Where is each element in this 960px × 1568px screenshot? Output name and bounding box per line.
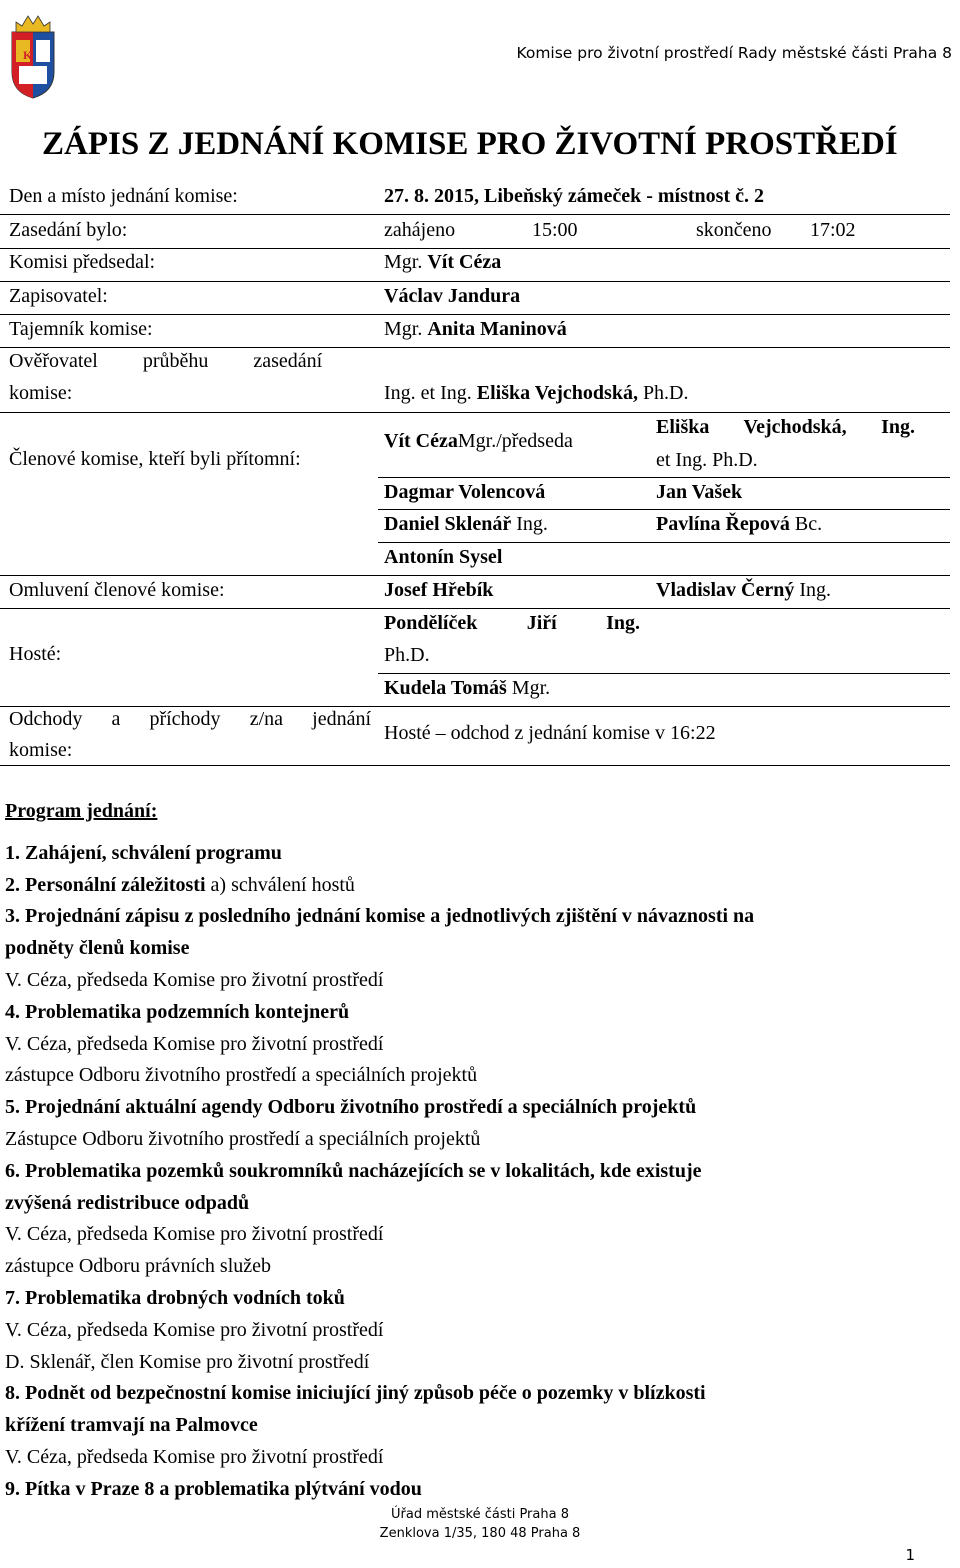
member-6-name: Pavlína Řepová [656, 513, 790, 535]
verifier-name: Eliška Vejchodská, [476, 382, 638, 404]
member-1-left [384, 430, 573, 453]
program-line-bold: 6. Problematika pozemků soukromníků nacházejících se v lokalitách, kde existuje [5, 1159, 702, 1182]
session-ended-time: 17:02 [810, 219, 856, 241]
program-line-text: V. Céza, předseda Komise pro životní prostředí [5, 1318, 384, 1341]
program-line-text: V. Céza, předseda Komise pro životní prostředí [5, 1032, 384, 1055]
secretary-title: Mgr. [384, 318, 423, 340]
departures-label-line2: komise: [9, 739, 73, 761]
program-line-bold: 3. Projednání zápisu z posledního jednání komise a jednotlivých zjištění v návaznosti na [5, 905, 755, 928]
member-4: Jan Vašek [656, 481, 743, 503]
program-line-bold: křížení tramvají na Palmovce [5, 1414, 258, 1437]
chair-title: Mgr. [384, 251, 423, 273]
excused-member-1: Josef Hřebík [384, 579, 494, 601]
program-line-text: V. Céza, předseda Komise pro životní prostředí [5, 968, 384, 991]
program-line [5, 1474, 945, 1506]
program-line [5, 933, 945, 965]
program-line [5, 870, 945, 902]
chair-name: Vít Céza [427, 251, 502, 273]
excused-label: Omluvení členové komise: [9, 579, 225, 601]
member-5-name: Daniel Sklenář [384, 513, 512, 535]
recorder-name: Václav Jandura [384, 285, 521, 307]
verifier-label-text: Ověřovatel průběhu zasedání [9, 350, 323, 372]
secretary-value [384, 318, 567, 341]
row-divider [0, 248, 950, 249]
program-line [5, 838, 945, 870]
guest-2-title: Mgr. [511, 677, 551, 699]
program-line [5, 1410, 945, 1442]
program-section [5, 796, 945, 1506]
row-divider [0, 347, 950, 348]
member-7: Antonín Sysel [384, 546, 503, 568]
program-line [5, 1283, 945, 1315]
program-line [5, 1219, 945, 1251]
program-line-text: a) schválení hostů [205, 873, 355, 896]
row-divider [0, 214, 950, 215]
excused-member-2-name: Vladislav Černý [656, 579, 795, 601]
chair-value [384, 251, 501, 274]
verifier-label-line1 [9, 350, 369, 373]
recorder-label: Zapisovatel: [9, 285, 108, 307]
program-line-bold: 1. Zahájení, schválení programu [5, 841, 282, 864]
excused-member-2 [656, 579, 831, 602]
program-line-text: V. Céza, předseda Komise pro životní prostředí [5, 1223, 384, 1246]
program-line-bold: 8. Podnět od bezpečnostní komise iniciující jiný způsob péče o pozemky v blízkosti [5, 1382, 706, 1405]
row-divider [0, 608, 950, 609]
program-line [5, 1156, 945, 1188]
members-label: Členové komise, kteří byli přítomní: [9, 448, 301, 470]
row-divider [0, 314, 950, 315]
member-5-title: Ing. [516, 513, 548, 535]
program-line-bold: 4. Problematika podzemních kontejnerů [5, 1000, 350, 1023]
row-divider [0, 412, 950, 413]
program-line [5, 965, 945, 997]
guest-1-line2: Ph.D. [384, 644, 430, 666]
member-6 [656, 513, 822, 536]
excused-member-2-title: Ing. [799, 579, 832, 601]
row-divider [378, 673, 950, 674]
page-number: 1 [905, 1546, 915, 1564]
guest-1-line1: Pondělíček Jiří Ing. [384, 612, 640, 634]
verifier-suffix: Ph.D. [642, 382, 689, 404]
program-line-bold: zvýšená redistribuce odpadů [5, 1191, 250, 1214]
program-line-text: zástupce Odboru životního prostředí a speciálních projektů [5, 1064, 478, 1087]
secretary-name: Anita Maninová [427, 318, 567, 340]
session-ended-label: skončeno [696, 219, 772, 241]
program-line [5, 1442, 945, 1474]
guest-2 [384, 677, 550, 700]
date-label: Den a místo jednání komise: [9, 185, 238, 207]
program-line [5, 1029, 945, 1061]
verifier-title: Ing. et Ing. [384, 382, 472, 404]
verifier-label-line2: komise: [9, 382, 73, 404]
program-line [5, 1378, 945, 1410]
header-organization: Komise pro životní prostředí Rady městské části Praha 8 [516, 44, 952, 62]
footer-address-line2: Zenklova 1/35, 180 48 Praha 8 [379, 1526, 581, 1541]
verifier-value [384, 382, 689, 405]
program-line-bold: 5. Projednání aktuální agendy Odboru životního prostředí a speciálních projektů [5, 1096, 697, 1119]
secretary-label: Tajemník komise: [9, 318, 153, 340]
program-line-bold: podněty členů komise [5, 937, 190, 960]
row-divider [378, 542, 950, 543]
chair-label: Komisi předsedal: [9, 251, 156, 273]
svg-text:K: K [23, 48, 33, 62]
departures-label-line1: Odchody a příchody z/na jednání [9, 708, 371, 730]
row-divider [0, 706, 950, 707]
coat-of-arms-logo-icon [8, 10, 58, 100]
program-list [5, 838, 945, 1506]
departures-value: Hosté – odchod z jednání komise v 16:22 [384, 722, 716, 744]
member-3: Dagmar Volencová [384, 481, 546, 503]
document-title: ZÁPIS Z JEDNÁNÍ KOMISE PRO ŽIVOTNÍ PROSTŘEDÍ [42, 126, 898, 162]
guests-label: Hosté: [9, 643, 62, 665]
program-line [5, 1347, 945, 1379]
footer-address-line1: Úřad městské části Praha 8 [391, 1507, 569, 1522]
session-started-time: 15:00 [532, 219, 578, 241]
session-label: Zasedání bylo: [9, 219, 128, 241]
guest-2-name: Kudela Tomáš [384, 677, 507, 699]
row-divider [378, 477, 950, 478]
program-line-text: Zástupce Odboru životního prostředí a speciálních projektů [5, 1127, 481, 1150]
program-line [5, 1315, 945, 1347]
program-line [5, 901, 945, 933]
table-bottom-border [0, 765, 950, 766]
program-line [5, 1188, 945, 1220]
program-heading: Program jednání: [5, 800, 158, 822]
row-divider [378, 509, 950, 510]
program-line [5, 1060, 945, 1092]
member-1-name: Vít Céza [384, 430, 458, 452]
program-line [5, 997, 945, 1029]
member-2-line2: et Ing. Ph.D. [656, 449, 758, 471]
program-line-bold: 7. Problematika drobných vodních toků [5, 1286, 345, 1309]
program-line [5, 1124, 945, 1156]
row-divider [0, 281, 950, 282]
program-line [5, 1251, 945, 1283]
program-line-text: D. Sklenář, člen Komise pro životní prostředí [5, 1350, 370, 1373]
date-value: 27. 8. 2015, Libeňský zámeček - místnost č. 2 [384, 185, 764, 207]
member-2-line1: Eliška Vejchodská, Ing. [656, 416, 915, 438]
member-1-title: Mgr./předseda [457, 430, 573, 452]
member-6-title: Bc. [794, 513, 823, 535]
session-started-label: zahájeno [384, 219, 456, 241]
program-line [5, 1092, 945, 1124]
program-line-bold: 2. Personální záležitosti [5, 873, 206, 896]
member-5 [384, 513, 548, 536]
program-line-text: zástupce Odboru právních služeb [5, 1255, 272, 1278]
program-line-text: V. Céza, předseda Komise pro životní prostředí [5, 1445, 384, 1468]
program-line-bold: 9. Pítka v Praze 8 a problematika plýtvání vodou [5, 1477, 422, 1500]
row-divider [0, 575, 950, 576]
